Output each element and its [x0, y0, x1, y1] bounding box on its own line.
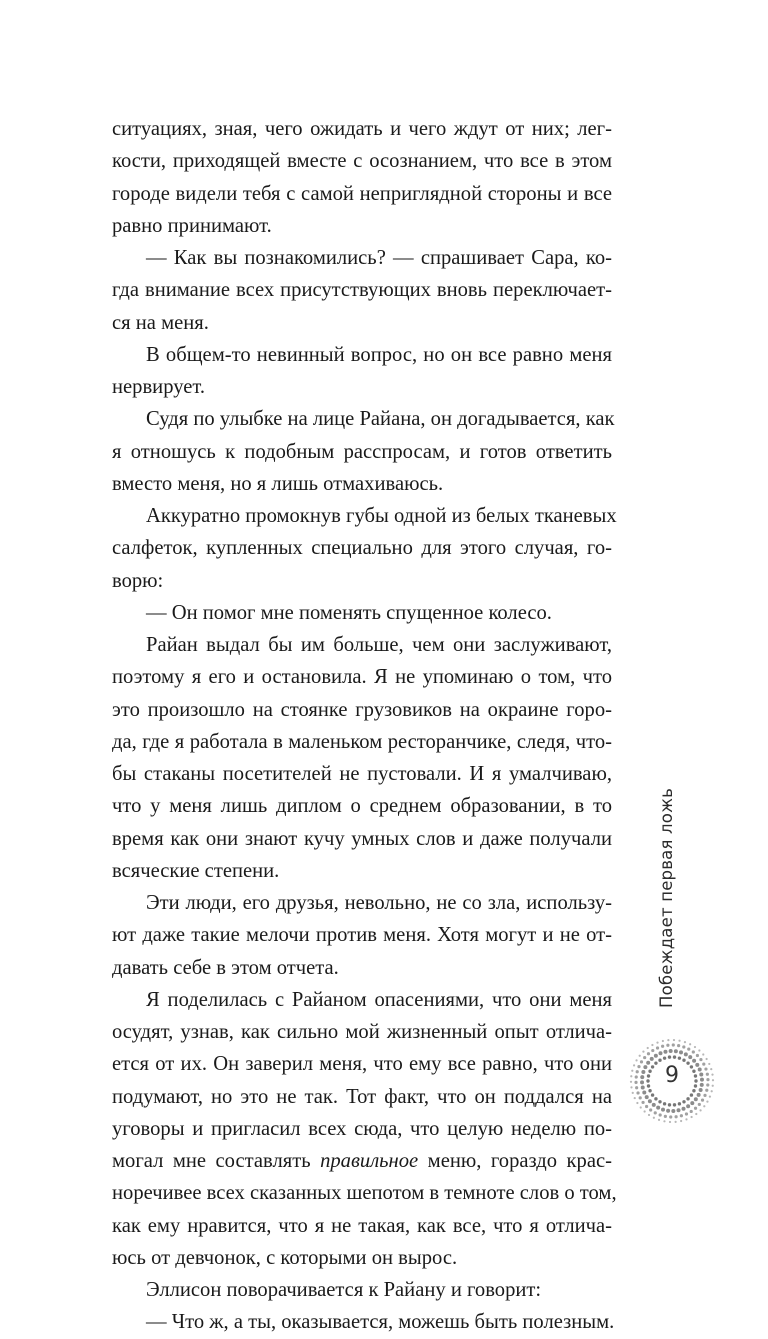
text-line: Эллисон поворачивается к Райану и говорит: — [146, 1279, 542, 1301]
text-line: всяческие степени. — [112, 859, 280, 882]
text-line: да, где я работала в маленьком ресторанчике, следя, что- — [112, 730, 612, 753]
ornament-dot — [709, 1095, 711, 1097]
ornament-dot — [698, 1049, 700, 1051]
text-line: давать себе в этом отчета. — [112, 956, 339, 979]
ornament-dot — [699, 1088, 703, 1092]
text-line: — Он помог мне поменять спущенное колесо. — [146, 601, 552, 624]
ornament-dot — [645, 1105, 648, 1108]
ornament-dot — [690, 1110, 693, 1113]
ornament-dot — [692, 1050, 695, 1053]
text-line: городе видели тебя с самой неприглядной стороны и все — [112, 182, 612, 205]
ornament-dot — [706, 1101, 708, 1103]
text-line: — Как вы познакомились? — спрашивает Сара, ко- — [146, 247, 612, 269]
ornament-dot — [635, 1059, 637, 1061]
ornament-dot — [672, 1043, 675, 1046]
ornament-dot — [682, 1107, 686, 1111]
ornament-dot — [703, 1094, 706, 1097]
ornament-dot — [656, 1106, 660, 1110]
ornament-dot — [661, 1045, 664, 1048]
ornament-dot — [684, 1052, 688, 1056]
ornament-dot — [687, 1048, 690, 1051]
ornament-dot — [642, 1050, 644, 1052]
ornament-dot — [648, 1114, 650, 1116]
ornament-dot — [682, 1045, 685, 1048]
ornament-dot — [671, 1109, 675, 1113]
ornament-dot — [694, 1107, 697, 1110]
ornament-dot — [661, 1108, 665, 1112]
ornament-dot — [664, 1115, 667, 1118]
text-line: ют даже такие мелочи против меня. Хотя могут и не от- — [112, 924, 612, 947]
text-line: бы стаканы посетителей не пустовали. И я умалчиваю, — [112, 763, 612, 785]
ornament-dot — [699, 1109, 701, 1111]
ornament-dot — [656, 1042, 658, 1044]
ornament-dot — [658, 1051, 662, 1055]
body-text — [112, 113, 617, 1339]
ornament-dot — [695, 1113, 697, 1115]
ornament-dot — [678, 1040, 680, 1042]
ornament-dot — [677, 1044, 680, 1047]
ornament-dot — [642, 1091, 646, 1095]
text-line — [112, 1145, 612, 1177]
ornament-dot — [705, 1089, 708, 1092]
ornament-dot — [673, 1039, 675, 1041]
ornament-dot — [680, 1120, 682, 1122]
ornament-dot — [686, 1097, 689, 1100]
ornament-dot — [644, 1110, 646, 1112]
ornament-dot — [673, 1103, 676, 1106]
ornament-dot — [690, 1101, 694, 1105]
ornament-dot — [706, 1058, 708, 1060]
ornament-dot — [654, 1054, 658, 1058]
text-line: гда внимание всех присутствующих вновь переключает- — [112, 279, 612, 302]
text-line: кости, приходящей вместе с осознанием, что все в этом — [112, 150, 612, 173]
running-title: Побеждает первая ложь — [657, 787, 676, 1008]
ornament-dot — [685, 1112, 688, 1115]
text-line: это произошло на стоянке грузовиков на окраине горо- — [112, 698, 612, 721]
text-line: равно принимают. — [112, 214, 272, 237]
ornament-dot — [686, 1104, 690, 1108]
text-line: Я поделилась с Райаном опасениями, что они меня — [146, 988, 612, 1011]
emphasis-text: правильное — [320, 1150, 419, 1172]
text-line: осудят, узнав, как сильно мой жизненный опыт отлича- — [112, 1021, 612, 1043]
ornament-dot — [658, 1119, 660, 1121]
text-line: время как они знают кучу умных слов и даже получали — [112, 827, 612, 850]
ornament-dot — [656, 1046, 659, 1049]
ornament-dot — [662, 1040, 664, 1042]
ornament-dot — [639, 1055, 641, 1057]
text-line: Эти люди, его друзья, невольно, не со зла, использу- — [146, 892, 612, 914]
text-line: как ему нравится, что я не такая, как все, что я отлича- — [112, 1214, 612, 1237]
ornament-dot — [643, 1056, 646, 1059]
text-line: уговоры и пригласил всех сюда, что целую неделю по- — [112, 1117, 612, 1140]
ornament-dot — [663, 1050, 667, 1054]
ornament-dot — [650, 1057, 654, 1061]
ornament-dot — [647, 1047, 649, 1049]
text-line: норечивее всех сказанных шепотом в темноте слов о том, — [112, 1182, 617, 1205]
ornament-dot — [636, 1091, 639, 1094]
ornament-dot — [673, 1055, 676, 1058]
ornament-dot — [654, 1111, 657, 1114]
ornament-dot — [651, 1093, 654, 1096]
ornament-dot — [667, 1039, 669, 1041]
ornament-dot — [663, 1102, 666, 1105]
page-number: 9 — [665, 1063, 679, 1088]
ornament-dot — [675, 1121, 677, 1123]
ornament-dot — [668, 1055, 671, 1058]
ornament-dot — [669, 1115, 672, 1118]
ornament-dot — [694, 1046, 696, 1048]
ornament-dot — [678, 1102, 681, 1105]
ornament-dot — [648, 1099, 652, 1103]
ornament-dot — [663, 1056, 666, 1059]
ornament-dot — [645, 1095, 649, 1099]
ornament-dot — [682, 1059, 685, 1062]
text-line: ется от их. Он заверил меня, что ему все равно, что они — [112, 1053, 612, 1076]
page-number-badge — [628, 1037, 716, 1125]
ornament-dot — [677, 1108, 681, 1112]
text-line: что у меня лишь диплом о среднем образовании, в то — [112, 795, 612, 818]
text-run: меню, гораздо крас- — [427, 1150, 612, 1172]
ornament-dot — [690, 1093, 693, 1096]
ornament-dot — [651, 1044, 653, 1046]
ornament-dot — [669, 1049, 673, 1053]
ornament-dot — [666, 1109, 670, 1113]
ornament-dot — [689, 1043, 691, 1045]
ornament-dot — [640, 1106, 642, 1108]
text-run: могал мне составлять — [112, 1150, 311, 1172]
ornament-dot — [701, 1099, 704, 1102]
ornament-dot — [685, 1118, 687, 1120]
ornament-dot — [654, 1097, 657, 1100]
ornament-dot — [632, 1092, 634, 1094]
text-line: Райан выдал бы им больше, чем они заслуживают, — [146, 634, 612, 656]
ornament-dot — [669, 1121, 671, 1123]
ornament-dot — [675, 1115, 678, 1118]
ornament-dot — [653, 1117, 655, 1119]
text-line: вместо меня, но я лишь отмахиваюсь. — [112, 472, 444, 495]
text-line: В общем-то невинный вопрос, но он все равно меня — [146, 343, 612, 366]
text-line: юсь от девчонок, с которыми он вырос. — [112, 1246, 458, 1269]
text-line: — Что ж, а ты, оказывается, можешь быть полезным. — [146, 1311, 615, 1334]
ornament-dot — [648, 1089, 651, 1092]
ornament-dot — [696, 1054, 699, 1057]
ornament-dot — [688, 1055, 692, 1059]
text-line: Аккуратно промокнув губы одной из белых тканевых — [146, 505, 617, 527]
ornament-dot — [678, 1056, 681, 1059]
ornament-dot — [652, 1103, 656, 1107]
text-line: ситуациях, зная, чего ожидать и чего ждут от них; лег- — [112, 118, 612, 140]
ornament-dot — [663, 1120, 665, 1122]
text-line: я отношусь к подобным расспросам, и готов ответить — [112, 440, 612, 463]
ornament-dot — [649, 1108, 652, 1111]
ornament-dot — [668, 1103, 671, 1106]
ornament-dot — [682, 1100, 685, 1103]
ornament-dot — [639, 1096, 642, 1099]
ornament-dot — [697, 1093, 701, 1097]
text-line: нервирует. — [112, 376, 205, 398]
ornament-dot — [699, 1058, 702, 1061]
ornament-dot — [680, 1114, 683, 1117]
ornament-dot — [692, 1089, 695, 1092]
text-line: поэтому я его и остановила. Я не упоминаю о том, что — [112, 666, 612, 689]
ornament-dot — [702, 1053, 704, 1055]
ornament-dot — [658, 1100, 661, 1103]
ornament-dot — [647, 1052, 650, 1055]
ornament-dot — [658, 1059, 661, 1062]
text-line: подумают, но это не так. Тот факт, что он поддался на — [112, 1085, 612, 1108]
ornament-dot — [641, 1101, 644, 1104]
text-line: салфеток, купленных специально для этого случая, го- — [112, 537, 612, 560]
ornament-dot — [659, 1113, 662, 1116]
ornament-dot — [711, 1090, 713, 1092]
ornament-dot — [679, 1050, 683, 1054]
ornament-dot — [698, 1103, 701, 1106]
ornament-dot — [703, 1105, 705, 1107]
text-line: ворю: — [112, 569, 164, 592]
text-line: Судя по улыбке на лице Райана, он догадывается, как — [146, 408, 615, 431]
ornament-dot — [634, 1097, 636, 1099]
text-line: ся на меня. — [112, 311, 209, 334]
ornament-dot — [690, 1116, 692, 1118]
ornament-dot — [674, 1049, 678, 1053]
ornament-dot — [651, 1049, 654, 1052]
ornament-dot — [666, 1044, 669, 1047]
ornament-dot — [636, 1102, 638, 1104]
ornament-dot — [694, 1097, 698, 1101]
ornament-dot — [684, 1041, 686, 1043]
